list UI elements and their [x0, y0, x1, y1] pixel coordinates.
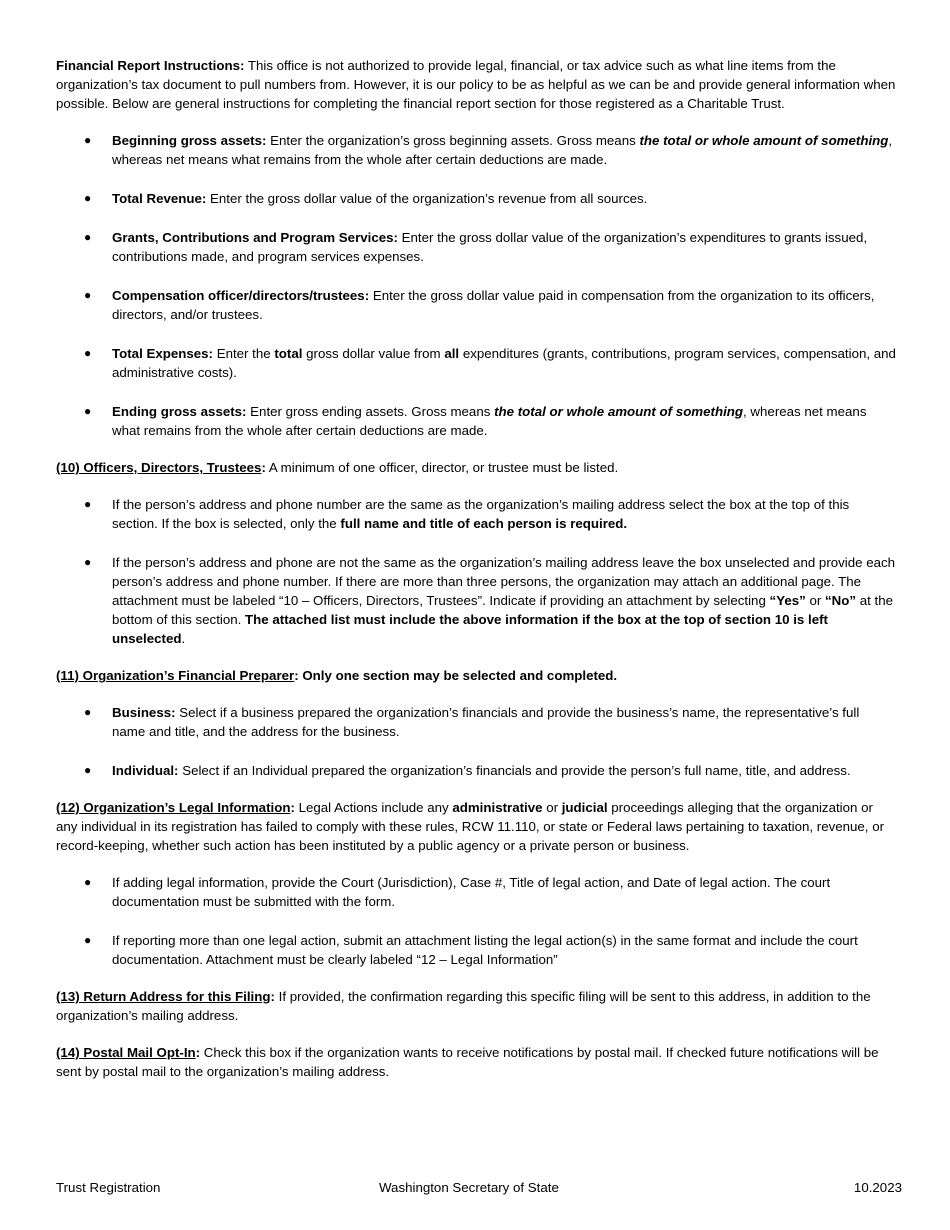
- section-10-text: A minimum of one officer, director, or trustee must be listed.: [265, 460, 619, 475]
- item-text: gross dollar value from: [302, 346, 445, 361]
- footer-right: 10.2023: [853, 1180, 902, 1195]
- item-text: , whereas net means what remains from the whole after certain deductions are made.: [112, 133, 893, 167]
- section-12-text: proceedings alleging that the organization or any individual in its registration has failed to comply with these rules, RCW 11.110, or state or Federal laws pertaining to taxation, revenue, or record-keeping, whether such action has been instituted by a public agency or a private person or business.: [56, 800, 885, 853]
- list-item-individual: [56, 761, 896, 780]
- bullet-icon: ●: [84, 933, 92, 947]
- footer-center: Washington Secretary of State: [379, 1180, 559, 1195]
- bullet-icon: ●: [84, 288, 92, 302]
- list-item: [56, 931, 896, 969]
- item-emphasis: the total or whole amount of something: [639, 133, 889, 148]
- item-bold: full name and title of each person is required.: [340, 516, 628, 531]
- item-text: , whereas net means what remains from the whole after certain deductions are made.: [112, 404, 867, 438]
- item-bold: “No”: [825, 593, 857, 608]
- section-12-text: Legal Actions include any: [294, 800, 453, 815]
- section-11-paragraph: [56, 666, 896, 685]
- item-text: Enter the gross dollar value of the organization’s expenditures to grants issued, contributions made, and program services expenses.: [112, 230, 868, 264]
- item-bold: The attached list must include the above information if the box at the top of section 10 is left unselected: [112, 612, 828, 646]
- section-12-paragraph: [56, 798, 896, 855]
- item-text: If reporting more than one legal action, submit an attachment listing the legal action(s) in the same format and include the court documentation. Attachment must be clearly labeled “12 – Legal Information”: [112, 933, 858, 967]
- heading-colon: :: [195, 1045, 201, 1060]
- section-14-heading: (14) Postal Mail Opt-In: [56, 1045, 196, 1060]
- bullet-icon: ●: [84, 555, 92, 569]
- page-footer: [56, 1178, 902, 1197]
- list-item-beginning-gross-assets: [56, 131, 896, 169]
- item-text: Select if an Individual prepared the organization’s financials and provide the person’s full name, title, and address.: [178, 763, 851, 778]
- page-content: [56, 56, 896, 1099]
- item-bold: all: [444, 346, 460, 361]
- item-label: Total Expenses:: [112, 346, 213, 361]
- section-14-paragraph: [56, 1043, 896, 1081]
- bullet-icon: ●: [84, 875, 92, 889]
- list-item: [56, 495, 896, 533]
- intro-label: Financial Report Instructions:: [56, 58, 245, 73]
- list-item: [56, 873, 896, 911]
- list-item-total-expenses: [56, 344, 896, 382]
- item-text: Enter the organization’s gross beginning assets. Gross means: [266, 133, 640, 148]
- list-item-ending-gross-assets: [56, 402, 896, 440]
- heading-colon: :: [261, 460, 266, 475]
- bullet-icon: ●: [84, 705, 92, 719]
- list-item-compensation: [56, 286, 896, 324]
- list-item: [56, 553, 896, 648]
- section-10-list: [56, 495, 896, 648]
- item-label: Business:: [112, 705, 176, 720]
- item-label: Grants, Contributions and Program Services:: [112, 230, 398, 245]
- item-label: Compensation officer/directors/trustees:: [112, 288, 370, 303]
- bullet-icon: ●: [84, 191, 92, 205]
- item-label: Ending gross assets:: [112, 404, 247, 419]
- bullet-icon: ●: [84, 763, 92, 777]
- section-11-list: [56, 703, 896, 780]
- bullet-icon: ●: [84, 346, 92, 360]
- item-label: Total Revenue:: [112, 191, 207, 206]
- item-text: .: [181, 631, 186, 646]
- financial-items-list: [56, 131, 896, 440]
- footer-left: Trust Registration: [56, 1180, 161, 1195]
- section-12-heading: (12) Organization’s Legal Information: [56, 800, 291, 815]
- list-item-business: [56, 703, 896, 741]
- section-12-list: [56, 873, 896, 969]
- item-text: If the person’s address and phone are not the same as the organization’s mailing address leave the box unselected and provide each person’s address and phone number. If there are more than three persons, the organization may attach an additional page. The attachment must be labeled “10 – Officers, Directors, Trustees”. Indicate if providing an attachment by selecting: [112, 555, 896, 608]
- item-text: If adding legal information, provide the Court (Jurisdiction), Case #, Title of legal action, and Date of legal action. The court documentation must be submitted with the form.: [112, 875, 831, 909]
- section-11-heading: (11) Organization’s Financial Preparer: [56, 668, 295, 683]
- item-text: Enter gross ending assets. Gross means: [246, 404, 495, 419]
- section-12-text: or: [542, 800, 562, 815]
- section-13-text: If provided, the confirmation regarding this specific filing will be sent to this address, in addition to the organization’s mailing address.: [56, 989, 871, 1023]
- item-bold: judicial: [561, 800, 608, 815]
- list-item-total-revenue: [56, 189, 896, 208]
- item-label: Beginning gross assets:: [112, 133, 267, 148]
- item-bold: “Yes”: [769, 593, 806, 608]
- item-text: Select if a business prepared the organization’s financials and provide the business’s name, the representative’s full name and title, and the address for the business.: [112, 705, 860, 739]
- item-text: Enter the: [213, 346, 275, 361]
- financial-report-instructions: [56, 56, 896, 113]
- section-13-heading: (13) Return Address for this Filing: [56, 989, 271, 1004]
- bullet-icon: ●: [84, 497, 92, 511]
- heading-colon: :: [270, 989, 275, 1004]
- bullet-icon: ●: [84, 230, 92, 244]
- section-10-paragraph: [56, 458, 896, 477]
- item-text: expenditures (grants, contributions, program services, compensation, and administrative costs).: [112, 346, 896, 380]
- item-text: Enter the gross dollar value paid in compensation from the organization to its officers, directors, and/or trustees.: [112, 288, 875, 322]
- item-text: Enter the gross dollar value of the organization’s revenue from all sources.: [206, 191, 648, 206]
- section-11-text: : Only one section may be selected and completed.: [294, 668, 618, 683]
- item-label: Individual:: [112, 763, 179, 778]
- intro-text: This office is not authorized to provide legal, financial, or tax advice such as what line items from the organization’s tax document to pull numbers from. However, it is our policy to be as helpful as we can be and provide general information when possible. Below are general instructions for completing the financial report section for those registered as a Charitable Trust.: [56, 58, 896, 111]
- section-14-text: Check this box if the organization wants to receive notifications by postal mail. If checked future notifications will be sent by postal mail to the organization’s mailing address.: [56, 1045, 879, 1079]
- item-emphasis: the total or whole amount of something: [494, 404, 744, 419]
- bullet-icon: ●: [84, 404, 92, 418]
- item-text: or: [805, 593, 825, 608]
- list-item-grants-contributions: [56, 228, 896, 266]
- section-10-heading: (10) Officers, Directors, Trustees: [56, 460, 262, 475]
- item-bold: administrative: [452, 800, 543, 815]
- heading-colon: :: [290, 800, 295, 815]
- item-text: at the bottom of this section.: [112, 593, 893, 627]
- item-text: If the person’s address and phone number are the same as the organization’s mailing address select the box at the top of this section. If the box is selected, only the: [112, 497, 850, 531]
- section-13-paragraph: [56, 987, 896, 1025]
- item-bold: total: [274, 346, 303, 361]
- bullet-icon: ●: [84, 133, 92, 147]
